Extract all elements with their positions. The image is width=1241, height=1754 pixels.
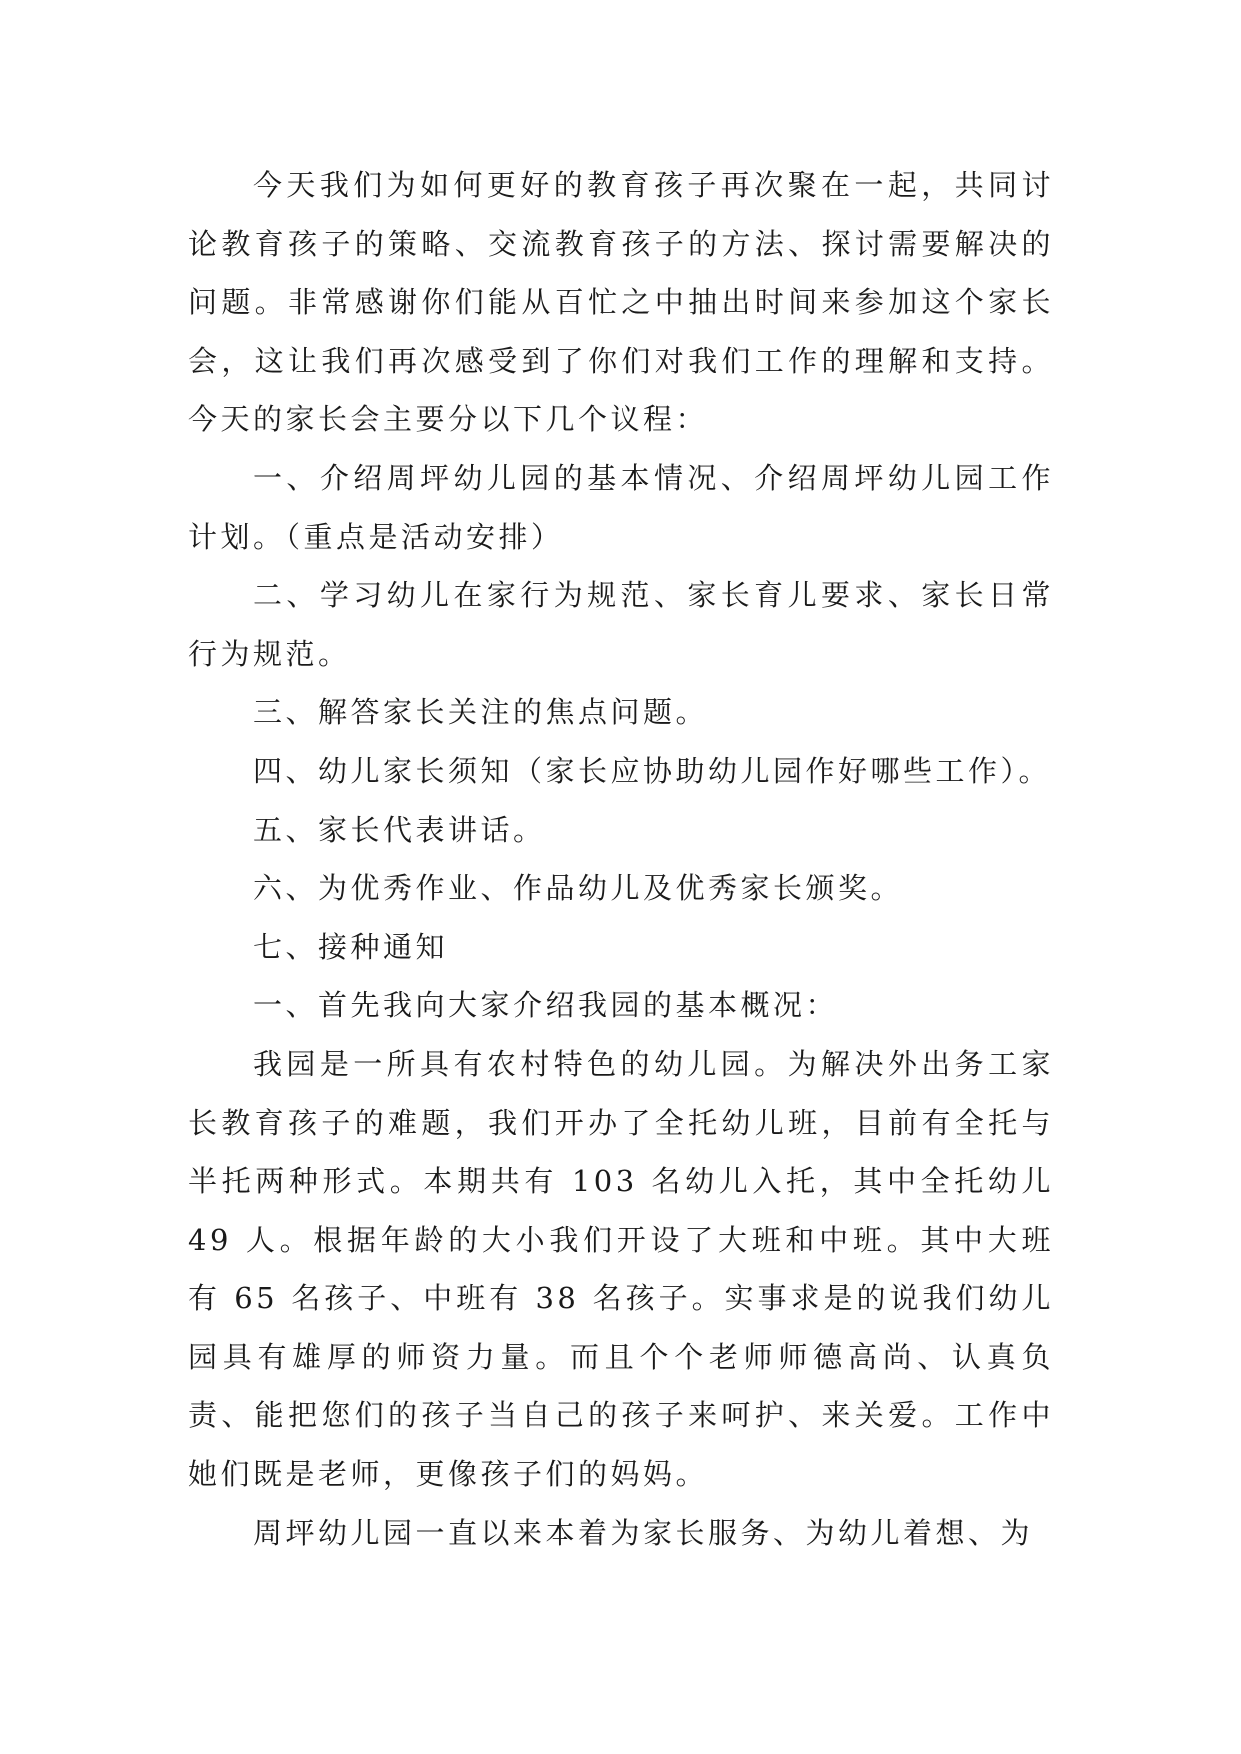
paragraph-continued: 周坪幼儿园一直以来本着为家长服务、为幼儿着想、为 [253, 1515, 1034, 1550]
agenda-item-1: 一、介绍周坪幼儿园的基本情况、介绍周坪幼儿园工作计划。（重点是活动安排） [188, 460, 1054, 554]
agenda-item-7: 七、接种通知 [253, 929, 449, 964]
paragraph-intro: 今天我们为如何更好的教育孩子再次聚在一起，共同讨论教育孩子的策略、交流教育孩子的方法、探讨需要解决的问题。非常感谢你们能从百忙之中抽出时间来参加这个家长会，这让我们再次感受到了你们对我们工作的理解和支持。今天的家长会主要分以下几个议程： [188, 168, 1054, 437]
agenda-item-2: 二、学习幼儿在家行为规范、家长育儿要求、家长日常行为规范。 [188, 578, 1054, 671]
agenda-item-4: 四、幼儿家长须知（家长应协助幼儿园作好哪些工作）。 [253, 753, 1052, 788]
agenda-item-3: 三、解答家长关注的焦点问题。 [253, 695, 709, 730]
agenda-item-6: 六、为优秀作业、作品幼儿及优秀家长颁奖。 [253, 871, 904, 906]
agenda-item-5: 五、家长代表讲话。 [253, 812, 546, 847]
paragraph-overview: 我园是一所具有农村特色的幼儿园。为解决外出务工家长教育孩子的难题，我们开办了全托幼儿班，目前有全托与半托两种形式。本期共有 103 名幼儿入托，其中全托幼儿 49 人。根据年龄的大小我们开设了大班和中班。其中大班有 65 名孩子、中班有 38 名孩子。实事求是的说我们幼儿园具有雄厚的师资力量。而且个个老师师德高尚、认真负责、能把您们的孩子当自己的孩子来呵护、来关爱。工作中她们既是老师，更像孩子们的妈妈。 [188, 1046, 1054, 1492]
document-body [188, 156, 1054, 1562]
section-heading-overview: 一、首先我向大家介绍我园的基本概况： [253, 988, 839, 1023]
